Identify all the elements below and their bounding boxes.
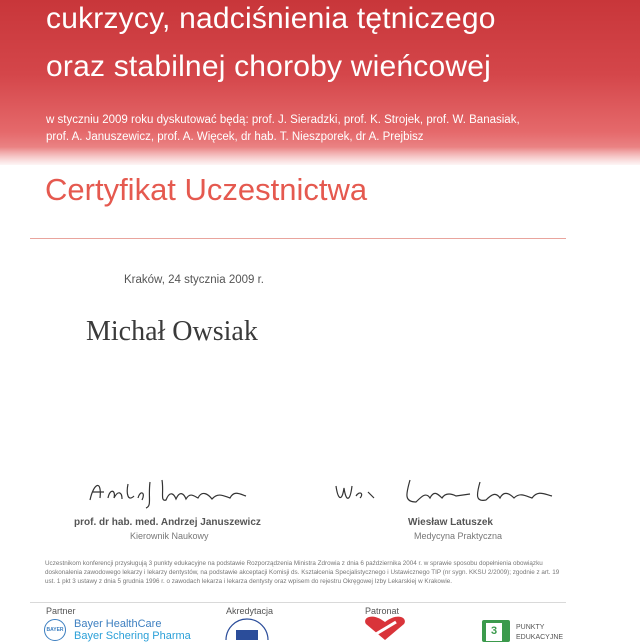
speakers-line-1: w styczniu 2009 roku dyskutować będą: prof. J. Sieradzki, prof. K. Strojek, prof. W. Banasiak, bbox=[46, 114, 520, 126]
points-number: 3 bbox=[486, 623, 502, 641]
conference-title-line-2: oraz stabilnej choroby wieńcowej bbox=[46, 50, 491, 83]
footer-divider bbox=[30, 602, 566, 603]
tip-accreditation-logo bbox=[222, 618, 272, 640]
title-divider bbox=[30, 238, 566, 239]
signer-1-name: prof. dr hab. med. Andrzej Januszewicz bbox=[74, 517, 261, 528]
signature-latuszek bbox=[330, 472, 570, 512]
speakers-line-2: prof. A. Januszewicz, prof. A. Więcek, dr hab. T. Nieszporek, dr A. Prejbisz bbox=[46, 131, 424, 143]
fine-print-line-1: Uczestnikom konferencji przysługują 3 punkty edukacyjne na podstawie Rozporządzenia Ministra Zdrowia z dnia 6 października 2004 r. w sprawie sposobu dopełnienia obowiązku bbox=[45, 560, 543, 567]
partner-label: Partner bbox=[46, 606, 76, 616]
education-points-badge bbox=[482, 620, 510, 642]
partner-name-2: Bayer Schering Pharma bbox=[74, 630, 191, 642]
participant-name: Michał Owsiak bbox=[86, 316, 258, 347]
header-banner bbox=[0, 0, 640, 165]
signer-2-name: Wiesław Latuszek bbox=[408, 517, 493, 528]
fine-print-line-2: doskonalenia zawodowego lekarzy i lekarzy dentystów, na podstawie akceptacji Komisji ds. Kształcenia Specjalistycznego i Ustawicznego TIP (nr sygn. KKSU 2/2009); zgodnie z art. 19 bbox=[45, 569, 560, 576]
signer-2-role: Medycyna Praktyczna bbox=[414, 531, 503, 541]
points-label-1: PUNKTY bbox=[516, 624, 545, 631]
partner-name-1: Bayer HealthCare bbox=[74, 618, 162, 630]
conference-title-line-1: cukrzycy, nadciśnienia tętniczego bbox=[46, 2, 496, 35]
accreditation-label: Akredytacja bbox=[226, 606, 274, 616]
points-label-2: EDUKACYJNE bbox=[516, 634, 564, 641]
signer-1-role: Kierownik Naukowy bbox=[130, 531, 209, 541]
signature-januszewicz bbox=[80, 472, 260, 512]
heart-patronage-icon bbox=[360, 616, 410, 640]
place-date: Kraków, 24 stycznia 2009 r. bbox=[124, 274, 264, 286]
bayer-cross-icon: BAYER bbox=[44, 619, 66, 641]
fine-print-line-3: ust. 1 pkt 3 ustawy z dnia 5 grudnia 1996 r. o zawodach lekarza i lekarza dentysty oraz wpisem do rejestru Okręgowej Izby Lekarskiej w Krakowie. bbox=[45, 578, 453, 585]
patronage-label: Patronat bbox=[365, 606, 400, 616]
certificate-title: Certyfikat Uczestnictwa bbox=[45, 172, 368, 207]
